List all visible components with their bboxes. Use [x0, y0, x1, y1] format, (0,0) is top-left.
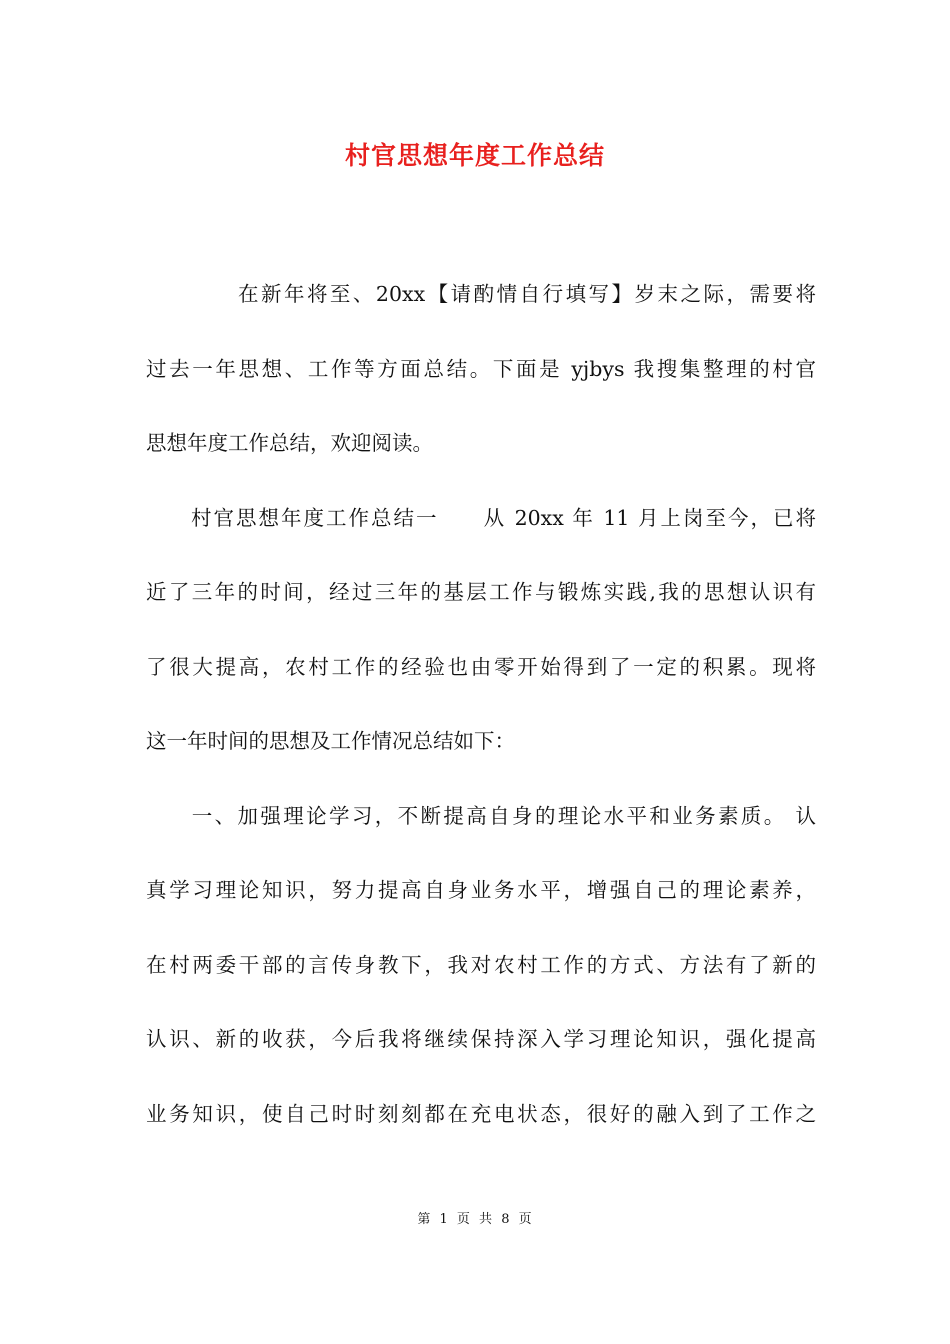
- body-line-3: 思想年度工作总结，欢迎阅读。: [146, 431, 433, 455]
- body-line-1: 在新年将至、20xx【请酌情自行填写】岁末之际，需要将: [146, 282, 816, 306]
- body-line-12: 业务知识，使自己时时刻刻都在充电状态，很好的融入到了工作之: [146, 1102, 816, 1126]
- body-line-8: 一、加强理论学习，不断提高自身的理论水平和业务素质。 认: [146, 804, 816, 828]
- body-line-2: 过去一年思想、工作等方面总结。下面是 yjbys 我搜集整理的村官: [146, 357, 816, 381]
- body-line-5: 近了三年的时间，经过三年的基层工作与锻炼实践,我的思想认识有: [146, 580, 816, 604]
- body-line-10: 在村两委干部的言传身教下，我对农村工作的方式、方法有了新的: [146, 953, 816, 977]
- body-line-7: 这一年时间的思想及工作情况总结如下：: [146, 729, 515, 753]
- body-line-9: 真学习理论知识，努力提高自身业务水平，增强自己的理论素养，: [146, 878, 816, 902]
- body-line-4: 村官思想年度工作总结一 从 20xx 年 11 月上岗至今，已将: [146, 506, 816, 530]
- document-title: 村官思想年度工作总结: [344, 141, 605, 170]
- page-number-footer: 第 1 页 共 8 页: [417, 1212, 533, 1227]
- body-line-11: 认识、新的收获，今后我将继续保持深入学习理论知识，强化提高: [146, 1027, 816, 1051]
- body-line-6: 了很大提高，农村工作的经验也由零开始得到了一定的积累。现将: [146, 655, 816, 679]
